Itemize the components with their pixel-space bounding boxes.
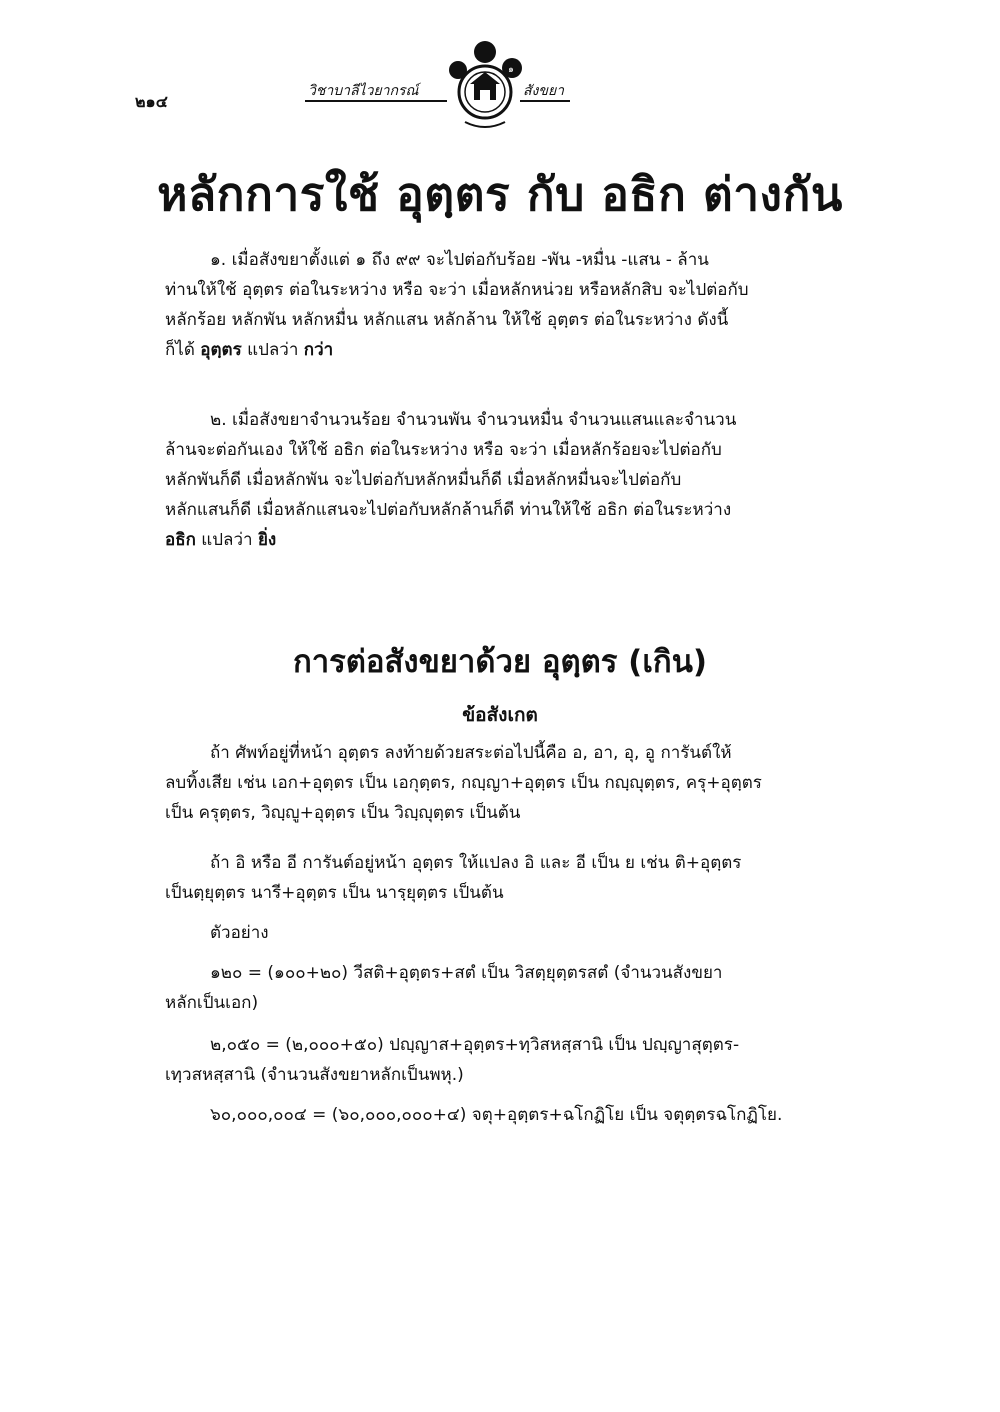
meaning-ying: ยิ่ง xyxy=(257,530,277,550)
emblem-seal-icon xyxy=(440,40,530,140)
rule-2-paragraph xyxy=(165,405,830,555)
section-subheading: ข้อสังเกต xyxy=(462,704,538,726)
rule-1-line: หลักร้อย หลักพัน หลักหมื่น หลักแสน หลักล้าน ให้ใช้ อุตฺตร ต่อในระหว่าง ดังนี้ xyxy=(165,310,729,330)
section-title: สังขยา xyxy=(523,83,565,99)
rule-2-mid: แปลว่า xyxy=(195,530,258,550)
rule-2-line: หลักแสนก็ดี เมื่อหลักแสนจะไปต่อกับหลักล้านก็ดี ท่านให้ใช้ อธิก ต่อในระหว่าง xyxy=(165,500,732,520)
rule-2-line: ๒. เมื่อสังขยาจำนวนร้อย จำนวนพัน จำนวนหมื่น จำนวนแสนและจำนวน xyxy=(210,410,737,430)
example-label: ตัวอย่าง xyxy=(210,923,269,943)
note-1-line: เป็น ครุตฺตร, วิญฺญู+อุตฺตร เป็น วิญฺญุตฺตร เป็นต้น xyxy=(165,803,521,823)
rule-1-prefix: ก็ได้ xyxy=(165,340,201,360)
example-line: ๑๒๐ = (๑๐๐+๒๐) วีสติ+อุตฺตร+สตํ เป็น วิสตฺยุตฺตรสตํ (จำนวนสังขยา xyxy=(210,963,723,983)
rule-1-line: ๑. เมื่อสังขยาตั้งแต่ ๑ ถึง ๙๙ จะไปต่อกับร้อย -พัน -หมื่น -แสน - ล้าน xyxy=(210,250,709,270)
svg-text:๑: ๑ xyxy=(508,65,514,75)
example-label-block xyxy=(165,918,830,948)
page-number: ๒๑๔ xyxy=(135,92,168,111)
rule-2-line: หลักพันก็ดี เมื่อหลักพัน จะไปต่อกับหลักหมื่นก็ดี เมื่อหลักหมื่นจะไปต่อกับ xyxy=(165,470,682,490)
page-title: หลักการใช้ อุตฺตร กับ อธิก ต่างกัน xyxy=(157,167,843,221)
example-3 xyxy=(165,1100,830,1130)
header-rule-left xyxy=(305,100,447,102)
page-header xyxy=(0,40,1000,140)
note-2-paragraph xyxy=(165,848,830,908)
book-title: วิชาบาลีไวยากรณ์ xyxy=(308,83,419,99)
rule-1-line: ท่านให้ใช้ อุตฺตร ต่อในระหว่าง หรือ จะว่า เมื่อหลักหน่วย หรือหลักสิบ จะไปต่อกับ xyxy=(165,280,749,300)
example-1 xyxy=(165,958,830,1018)
header-rule-right xyxy=(520,100,570,102)
term-uttara: อุตฺตร xyxy=(200,340,242,360)
example-line: หลักเป็นเอก) xyxy=(165,993,259,1013)
example-2 xyxy=(165,1030,830,1090)
note-2-line: ถ้า อิ หรือ อี การันต์อยู่หน้า อุตฺตร ให้แปลง อิ และ อี เป็น ย เช่น ติ+อุตฺตร xyxy=(210,853,742,873)
note-2-line: เป็นตฺยุตฺตร นารี+อุตฺตร เป็น นารฺยุตฺตร เป็นต้น xyxy=(165,883,504,903)
rule-2-line: ล้านจะต่อกันเอง ให้ใช้ อธิก ต่อในระหว่าง หรือ จะว่า เมื่อหลักร้อยจะไปต่อกับ xyxy=(165,440,722,460)
note-1-line: ลบทิ้งเสีย เช่น เอก+อุตฺตร เป็น เอกุตฺตร, กญฺญา+อุตฺตร เป็น กญฺญุตฺตร, ครุ+อุตฺตร xyxy=(165,773,762,793)
note-1-line: ถ้า ศัพท์อยู่ที่หน้า อุตฺตร ลงท้ายด้วยสระต่อไปนี้คือ อ, อา, อุ, อู การันต์ให้ xyxy=(210,743,732,763)
rule-1-paragraph xyxy=(165,245,830,365)
meaning-kwa: กว่า xyxy=(303,340,334,360)
rule-2-line-last xyxy=(165,525,830,555)
rule-1-line-last xyxy=(165,335,830,365)
section-heading: การต่อสังขยาด้วย อุตฺตร (เกิน) xyxy=(292,644,708,680)
note-1-paragraph xyxy=(165,738,830,828)
example-line: ๖๐,๐๐๐,๐๐๔ = (๖๐,๐๐๐,๐๐๐+๔) จตุ+อุตฺตร+ฉโกฏิโย เป็น จตุตฺตรฉโกฏิโย. xyxy=(210,1105,783,1125)
term-adhika: อธิก xyxy=(165,530,196,550)
rule-1-mid: แปลว่า xyxy=(241,340,304,360)
example-line: ๒,๐๕๐ = (๒,๐๐๐+๕๐) ปญฺญาส+อุตฺตร+ทฺวิสหสฺสานิ เป็น ปญฺญาสุตฺตร- xyxy=(210,1035,740,1055)
example-line: เทฺวสหสฺสานิ (จำนวนสังขยาหลักเป็นพหุ.) xyxy=(165,1065,464,1085)
